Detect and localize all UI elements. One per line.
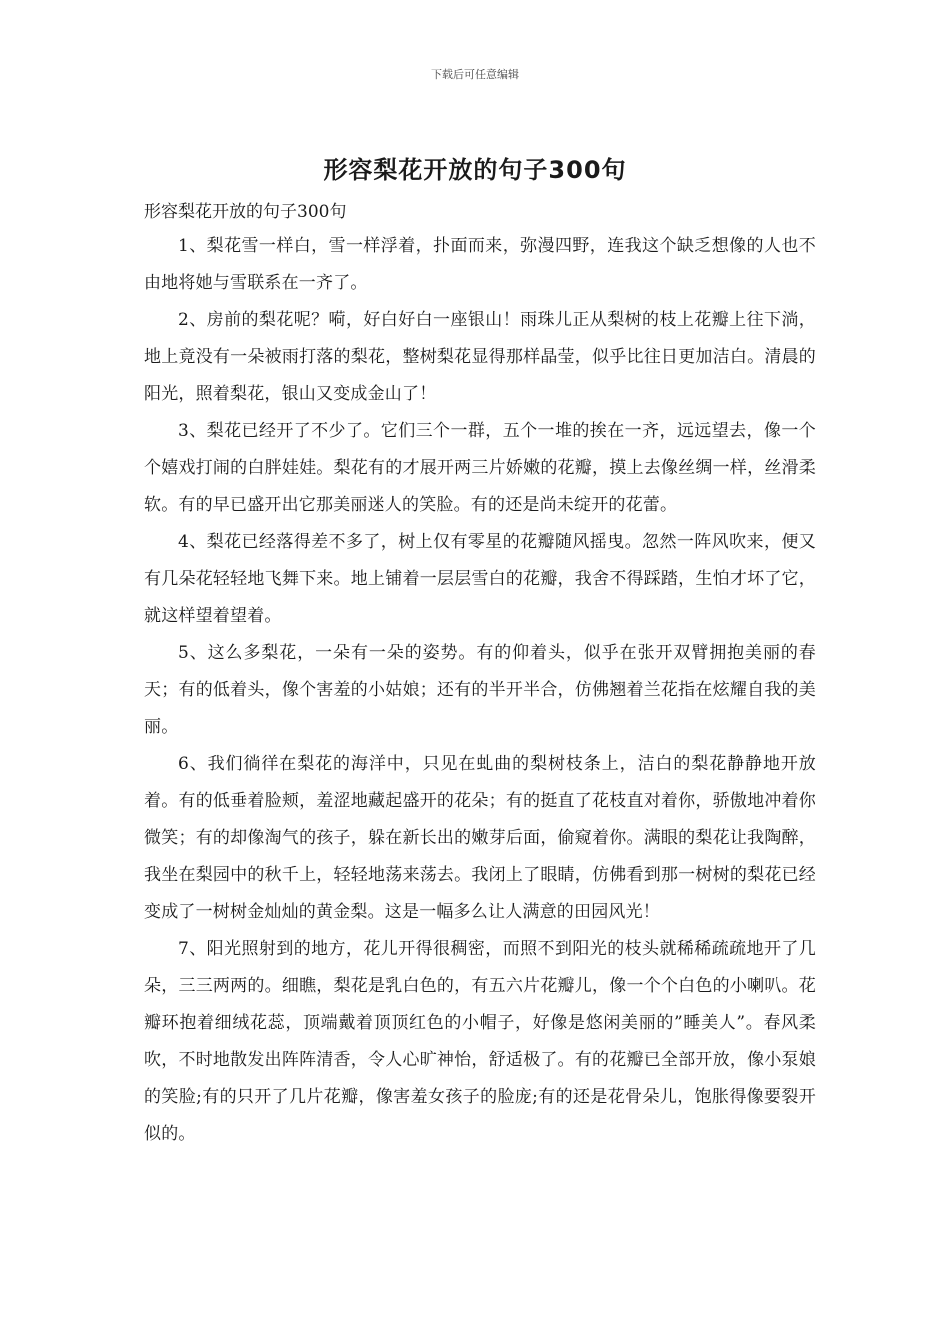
paragraph-5: 5、这么多梨花，一朵有一朵的姿势。有的仰着头，似乎在张开双臂拥抱美丽的春天；有的低着头，像个害羞的小姑娘；还有的半开半合，仿佛翘着兰花指在炫耀自我的美丽。 — [144, 643, 816, 737]
document-subtitle: 形容梨花开放的句子300句 — [144, 202, 347, 222]
paragraph-6: 6、我们徜徉在梨花的海洋中，只见在虬曲的梨树枝条上，洁白的梨花静静地开放着。有的低垂着脸颊，羞涩地藏起盛开的花朵；有的挺直了花枝直对着你，骄傲地冲着你微笑；有的却像淘气的孩子，躲在新长出的嫩芽后面，偷窥着你。满眼的梨花让我陶醉，我坐在梨园中的秋千上，轻轻地荡来荡去。我闭上了眼睛，仿佛看到那一树树的梨花已经变成了一树树金灿灿的黄金梨。这是一幅多么让人满意的田园风光！ — [144, 754, 816, 922]
document-title: 形容梨花开放的句子300句 — [323, 156, 627, 184]
document-body — [144, 196, 816, 1153]
paragraph-3: 3、梨花已经开了不少了。它们三个一群，五个一堆的挨在一齐，远远望去，像一个个嬉戏打闹的白胖娃娃。梨花有的才展开两三片娇嫩的花瓣，摸上去像丝绸一样，丝滑柔软。有的早已盛开出它那美丽迷人的笑脸。有的还是尚未绽开的花蕾。 — [144, 421, 816, 515]
paragraph-1: 1、梨花雪一样白，雪一样浮着，扑面而来，弥漫四野，连我这个缺乏想像的人也不由地将她与雪联系在一齐了。 — [144, 236, 816, 293]
header-note: 下载后可任意编辑 — [431, 68, 519, 81]
paragraph-4: 4、梨花已经落得差不多了，树上仅有零星的花瓣随风摇曳。忽然一阵风吹来，便又有几朵花轻轻地飞舞下来。地上铺着一层层雪白的花瓣，我舍不得踩踏，生怕才坏了它，就这样望着望着。 — [144, 532, 816, 626]
paragraph-7: 7、阳光照射到的地方，花儿开得很稠密，而照不到阳光的枝头就稀稀疏疏地开了几朵，三三两两的。细瞧，梨花是乳白色的，有五六片花瓣儿，像一个个白色的小喇叭。花瓣环抱着细绒花蕊，顶端戴着顶顶红色的小帽子，好像是悠闲美丽的”睡美人”。春风柔吹，不时地散发出阵阵清香，令人心旷神怡，舒适极了。有的花瓣已全部开放，像小泵娘的笑脸;有的只开了几片花瓣，像害羞女孩子的脸庞;有的还是花骨朵儿，饱胀得像要裂开似的。 — [144, 939, 816, 1144]
paragraph-2: 2、房前的梨花呢？嗬，好白好白一座银山！雨珠儿正从梨树的枝上花瓣上往下淌，地上竟没有一朵被雨打落的梨花，整树梨花显得那样晶莹，似乎比往日更加洁白。清晨的阳光，照着梨花，银山又变成金山了！ — [144, 310, 816, 404]
